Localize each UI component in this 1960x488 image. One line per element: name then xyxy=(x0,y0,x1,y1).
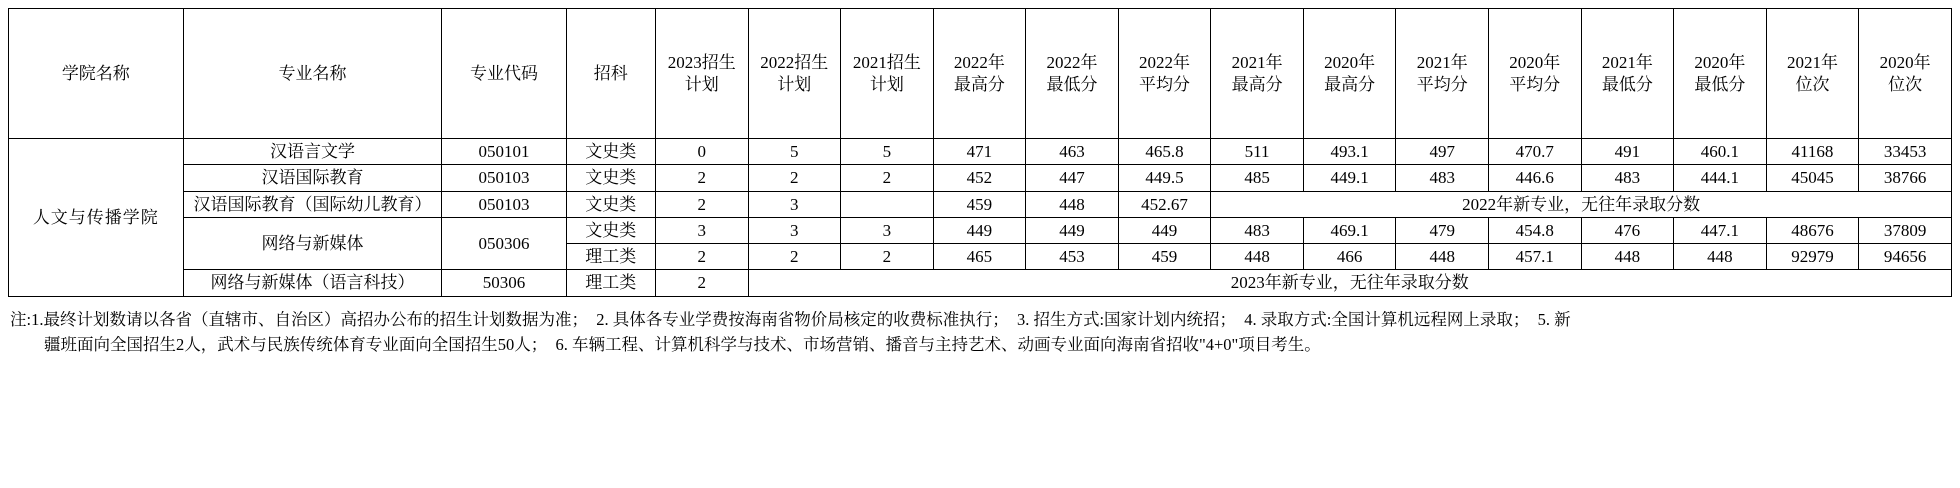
header-plan-2021: 2021招生 计划 xyxy=(841,9,934,139)
header-avg-2021: 2021年 平均分 xyxy=(1396,9,1489,139)
table-row xyxy=(9,270,1952,296)
table-header xyxy=(9,9,1952,139)
major-name: 网络与新媒体（语言科技） xyxy=(183,270,442,296)
max-2020: 469.1 xyxy=(1303,217,1396,243)
max-2022: 465 xyxy=(933,244,1026,270)
subject-type: 文史类 xyxy=(566,191,655,217)
footnote-line-2: 疆班面向全国招生2人，武术与民族传统体育专业面向全国招生50人； 6. 车辆工程、计算机科学与技术、市场营销、播音与主持艺术、动画专业面向海南省招收"4+0"项目考生。 xyxy=(44,335,1321,355)
row-note: 2022年新专业，无往年录取分数 xyxy=(1211,191,1952,217)
header-max-2022: 2022年 最高分 xyxy=(933,9,1026,139)
major-name: 汉语言文学 xyxy=(183,139,442,165)
header-major: 专业名称 xyxy=(183,9,442,139)
header-rank-2021: 2021年 位次 xyxy=(1766,9,1859,139)
footnote xyxy=(10,307,1950,358)
max-2022: 471 xyxy=(933,139,1026,165)
max-2021: 448 xyxy=(1211,244,1304,270)
row-note: 2023年新专业，无往年录取分数 xyxy=(748,270,1952,296)
plan-2023: 2 xyxy=(655,165,748,191)
footnote-line-1: 注:1.最终计划数请以各省（直辖市、自治区）高招办公布的招生计划数据为准； 2. 具体各专业学费按海南省物价局核定的收费标准执行； 3. 招生方式:国家计划内统招； 4. 录取方式:全国计算机远程网上录取； 5. 新 xyxy=(10,309,1571,329)
header-subject: 招科 xyxy=(566,9,655,139)
avg-2022: 449 xyxy=(1118,217,1211,243)
header-max-2020: 2020年 最高分 xyxy=(1303,9,1396,139)
table-body xyxy=(9,139,1952,297)
min-2020: 447.1 xyxy=(1674,217,1767,243)
max-2021: 485 xyxy=(1211,165,1304,191)
header-max-2021: 2021年 最高分 xyxy=(1211,9,1304,139)
header-min-2020: 2020年 最低分 xyxy=(1674,9,1767,139)
plan-2021: 3 xyxy=(841,217,934,243)
major-name: 汉语国际教育（国际幼儿教育） xyxy=(183,191,442,217)
header-min-2021: 2021年 最低分 xyxy=(1581,9,1674,139)
plan-2022: 3 xyxy=(748,217,841,243)
min-2021: 448 xyxy=(1581,244,1674,270)
plan-2023: 2 xyxy=(655,191,748,217)
min-2021: 491 xyxy=(1581,139,1674,165)
plan-2023: 2 xyxy=(655,244,748,270)
table-row xyxy=(9,165,1952,191)
min-2020: 448 xyxy=(1674,244,1767,270)
subject-type: 文史类 xyxy=(566,139,655,165)
plan-2022: 5 xyxy=(748,139,841,165)
min-2022: 449 xyxy=(1026,217,1119,243)
table-row xyxy=(9,217,1952,243)
avg-2021: 479 xyxy=(1396,217,1489,243)
max-2020: 466 xyxy=(1303,244,1396,270)
subject-type: 文史类 xyxy=(566,165,655,191)
header-college: 学院名称 xyxy=(9,9,184,139)
rank-2021: 48676 xyxy=(1766,217,1859,243)
plan-2022: 3 xyxy=(748,191,841,217)
major-code: 050306 xyxy=(442,217,566,270)
college-name: 人文与传播学院 xyxy=(9,139,184,297)
avg-2021: 483 xyxy=(1396,165,1489,191)
max-2022: 459 xyxy=(933,191,1026,217)
subject-type: 理工类 xyxy=(566,244,655,270)
header-plan-2022: 2022招生 计划 xyxy=(748,9,841,139)
rank-2020: 94656 xyxy=(1859,244,1952,270)
major-name: 汉语国际教育 xyxy=(183,165,442,191)
major-name: 网络与新媒体 xyxy=(183,217,442,270)
header-min-2022: 2022年 最低分 xyxy=(1026,9,1119,139)
avg-2020: 470.7 xyxy=(1489,139,1582,165)
rank-2021: 92979 xyxy=(1766,244,1859,270)
avg-2022: 452.67 xyxy=(1118,191,1211,217)
major-code: 50306 xyxy=(442,270,566,296)
rank-2020: 37809 xyxy=(1859,217,1952,243)
avg-2020: 446.6 xyxy=(1489,165,1582,191)
min-2020: 460.1 xyxy=(1674,139,1767,165)
header-avg-2022: 2022年 平均分 xyxy=(1118,9,1211,139)
table-row xyxy=(9,139,1952,165)
rank-2020: 33453 xyxy=(1859,139,1952,165)
header-rank-2020: 2020年 位次 xyxy=(1859,9,1952,139)
header-plan-2023: 2023招生 计划 xyxy=(655,9,748,139)
plan-2023: 3 xyxy=(655,217,748,243)
plan-2021: 2 xyxy=(841,244,934,270)
plan-2023: 0 xyxy=(655,139,748,165)
major-code: 050103 xyxy=(442,165,566,191)
min-2022: 453 xyxy=(1026,244,1119,270)
avg-2020: 457.1 xyxy=(1489,244,1582,270)
max-2020: 493.1 xyxy=(1303,139,1396,165)
admissions-table xyxy=(8,8,1952,297)
max-2022: 452 xyxy=(933,165,1026,191)
min-2021: 483 xyxy=(1581,165,1674,191)
max-2021: 511 xyxy=(1211,139,1304,165)
max-2020: 449.1 xyxy=(1303,165,1396,191)
avg-2022: 465.8 xyxy=(1118,139,1211,165)
admissions-page xyxy=(0,8,1960,488)
avg-2021: 448 xyxy=(1396,244,1489,270)
max-2021: 483 xyxy=(1211,217,1304,243)
max-2022: 449 xyxy=(933,217,1026,243)
plan-2023: 2 xyxy=(655,270,748,296)
plan-2022: 2 xyxy=(748,244,841,270)
rank-2020: 38766 xyxy=(1859,165,1952,191)
plan-2021: 5 xyxy=(841,139,934,165)
rank-2021: 45045 xyxy=(1766,165,1859,191)
major-code: 050101 xyxy=(442,139,566,165)
min-2022: 447 xyxy=(1026,165,1119,191)
plan-2022: 2 xyxy=(748,165,841,191)
plan-2021 xyxy=(841,191,934,217)
plan-2021: 2 xyxy=(841,165,934,191)
header-avg-2020: 2020年 平均分 xyxy=(1489,9,1582,139)
table-row xyxy=(9,191,1952,217)
avg-2022: 459 xyxy=(1118,244,1211,270)
min-2022: 448 xyxy=(1026,191,1119,217)
min-2020: 444.1 xyxy=(1674,165,1767,191)
header-major-code: 专业代码 xyxy=(442,9,566,139)
avg-2022: 449.5 xyxy=(1118,165,1211,191)
major-code: 050103 xyxy=(442,191,566,217)
min-2022: 463 xyxy=(1026,139,1119,165)
avg-2021: 497 xyxy=(1396,139,1489,165)
avg-2020: 454.8 xyxy=(1489,217,1582,243)
subject-type: 文史类 xyxy=(566,217,655,243)
rank-2021: 41168 xyxy=(1766,139,1859,165)
subject-type: 理工类 xyxy=(566,270,655,296)
min-2021: 476 xyxy=(1581,217,1674,243)
